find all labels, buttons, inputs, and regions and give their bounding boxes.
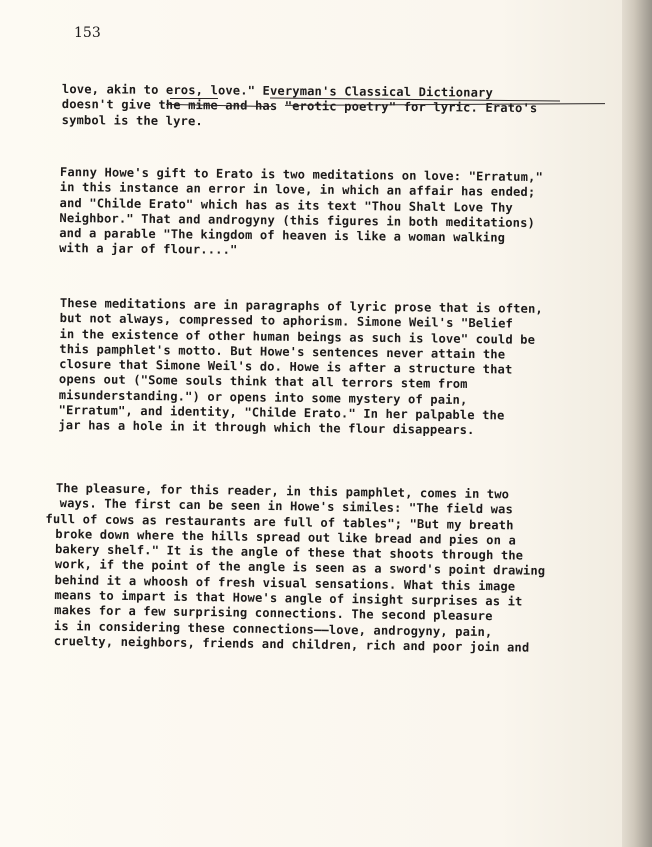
text-line: The pleasure, for this reader, in this pamphlet, comes in two [55,481,510,502]
text-line: makes for a few surprising connections. The second pleasure [54,603,493,624]
text-line: love, akin to eros, love." Everyman's Classical Dictionary [61,82,493,100]
text-line: broke down where the hills spread out like bread and pies on a [55,526,517,548]
text-line: ways. The first can be seen in Howe's similes: "The field was [59,496,514,517]
text-line: and "Childe Erato" which has as its text "Thou Shalt Love Thy [59,195,513,215]
text-line: jar has a hole in it through which the flour disappears. [58,418,475,438]
text-line: "Erratum", and identity, "Childe Erato." In her palpable the [58,403,505,423]
text-line: Fanny Howe's gift to Erato is two meditations on love: "Erratum," [59,165,544,185]
book-spine [622,0,652,847]
text-line: bakery shelf." It is the angle of these that shoots through the [54,542,524,563]
text-line: and a parable "The kingdom of heaven is like a woman walking [59,226,506,245]
page-number: 153 [74,25,101,41]
paragraph-1 [62,82,538,132]
text-line: full of cows as restaurants are full of tables"; "But my breath [45,511,514,532]
text-line: behind it a whoosh of fresh visual sensations. What this image [54,572,516,594]
text-line: this pamphlet's motto. But Howe's sentences never attain the [59,341,506,362]
text-line: with a jar of flour...." [59,241,238,258]
text-line: work, if the point of the angle is seen as a sword's point drawing [54,557,546,579]
text-line: cruelty, neighbors, friends and children, rich and poor join and [53,633,530,655]
text-line: is in considering these connections——love, androgyny, pain, [53,618,493,639]
text-line: misunderstanding.") or opens into some mystery of pain, [58,387,468,407]
paragraph-3 [58,296,543,440]
underline-mark [170,98,218,99]
text-line: means to impart is that Howe's angle of insight surprises as it [54,588,523,609]
text-line: These meditations are in paragraphs of lyric prose that is often, [59,296,543,316]
paragraph-4 [45,481,547,656]
text-line: closure that Simone Weil's do. Howe is after a structure that [59,357,513,377]
text-line: doesn't give the mime and has "erotic poetry" for lyric. Erato's [61,97,538,116]
text-line: Neighbor." That and androgyny (this figures in both meditations) [59,210,536,230]
text-line: in this instance an error in love, in which an affair has ended; [59,180,536,200]
text-line: but not always, compressed to aphorism. Simone Weil's "Belief [59,311,514,331]
text-line: opens out ("Some souls think that all terrors stem from [58,372,468,392]
text-line: in the existence of other human beings as such is love" could be [59,326,536,347]
text-line: symbol is the lyre. [61,112,203,128]
paragraph-2 [59,165,543,262]
